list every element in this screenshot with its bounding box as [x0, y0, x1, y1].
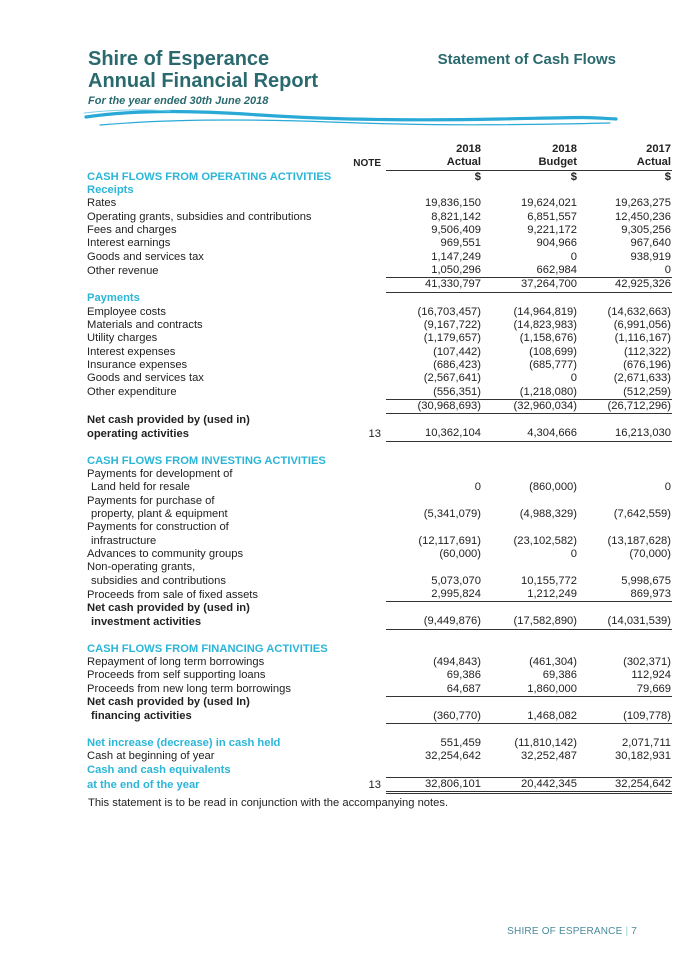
- cell-value: 32,254,642: [425, 750, 481, 763]
- row-label: Other revenue: [87, 264, 159, 277]
- cell-value: 938,919: [630, 250, 671, 263]
- report-title: Annual Financial Report: [88, 70, 319, 92]
- table-row: [87, 696, 672, 709]
- row-label: Fees and charges: [87, 224, 177, 237]
- cell-value: 19,624,021: [521, 197, 577, 210]
- cell-value: (494,843): [433, 655, 481, 668]
- cell-value: (302,371): [623, 655, 671, 668]
- note-ref: 13: [368, 779, 381, 792]
- cell-value: (2,671,633): [613, 372, 671, 385]
- cell-value: 5,998,675: [621, 574, 671, 587]
- cell-value: (14,031,539): [578, 615, 672, 629]
- row-label: infrastructure: [91, 534, 157, 547]
- row-label: Proceeds from new long term borrowings: [87, 683, 291, 696]
- currency-label: $: [386, 170, 482, 184]
- row-label: Insurance expenses: [87, 359, 188, 371]
- cell-value: 0: [570, 250, 577, 263]
- cell-value: (12,117,691): [418, 534, 481, 547]
- cell-value: 6,851,557: [527, 210, 577, 223]
- cell-value: 869,973: [578, 588, 672, 602]
- cell-value: (860,000): [529, 481, 577, 494]
- col1-label: Actual: [446, 156, 481, 169]
- cell-value: (9,449,876): [386, 615, 482, 629]
- financing-net-row: [87, 710, 672, 724]
- row-label: Other expenditure: [87, 386, 177, 399]
- page-number: 7: [631, 926, 637, 937]
- cell-value: (13,187,628): [607, 534, 671, 547]
- cell-value: (14,964,819): [513, 305, 577, 318]
- cell-value: (109,778): [578, 710, 672, 724]
- cell-value: 20,442,345: [482, 777, 578, 792]
- table-row: [87, 346, 672, 359]
- cell-value: (23,102,582): [513, 534, 577, 547]
- cell-value: (1,179,657): [423, 332, 481, 345]
- cell-value: (556,351): [386, 386, 482, 400]
- cell-value: 0: [474, 481, 481, 494]
- table-row: [87, 575, 672, 588]
- cell-value: (5,341,079): [423, 507, 481, 520]
- cell-value: (14,632,663): [607, 305, 671, 318]
- note-column-header: NOTE: [353, 157, 381, 169]
- cell-value: (108,699): [529, 345, 577, 358]
- row-label: Utility charges: [87, 332, 158, 345]
- column-label-row: [87, 156, 672, 170]
- cell-value: (6,991,056): [613, 318, 671, 331]
- header-wave-decoration: [80, 105, 620, 131]
- cell-value: 32,254,642: [578, 777, 672, 792]
- row-label: at the end of the year: [87, 779, 200, 792]
- cell-value: (32,960,034): [482, 400, 578, 414]
- cell-value: (60,000): [439, 547, 481, 560]
- closing-cash-row: [87, 777, 672, 792]
- cell-value: (2,567,641): [423, 372, 481, 385]
- row-label: investment activities: [91, 615, 202, 628]
- cell-value: 112,924: [631, 669, 671, 682]
- table-row: [87, 548, 672, 561]
- cell-value: (14,823,983): [513, 318, 577, 331]
- cell-value: 1,050,296: [386, 264, 482, 278]
- cell-value: (461,304): [529, 655, 577, 668]
- cell-value: 19,836,150: [425, 197, 481, 210]
- table-row: [87, 386, 672, 400]
- cell-value: 662,984: [482, 264, 578, 278]
- cell-value: 0: [664, 481, 671, 494]
- cell-value: 79,669: [578, 683, 672, 697]
- cell-value: (9,167,722): [423, 318, 481, 331]
- currency-label: $: [578, 170, 672, 184]
- investing-section-header: [87, 455, 672, 468]
- cell-value: 967,640: [630, 237, 671, 250]
- table-row: [87, 656, 672, 669]
- table-row: [87, 332, 672, 345]
- cell-value: 32,806,101: [386, 777, 482, 792]
- notes-disclaimer: This statement is to be read in conjunction with the accompanying notes.: [88, 797, 449, 809]
- cell-value: 551,459: [440, 737, 481, 750]
- cell-value: 41,330,797: [386, 278, 482, 292]
- row-label: Net cash provided by (used In): [87, 696, 250, 709]
- col2-year: 2018: [552, 143, 577, 155]
- table-row: [87, 264, 672, 278]
- cell-value: 904,966: [536, 237, 577, 250]
- cell-value: (17,582,890): [482, 615, 578, 629]
- cell-value: 1,147,249: [431, 250, 481, 263]
- page-footer: [507, 926, 637, 937]
- cell-value: (676,196): [623, 359, 671, 371]
- col1-year: 2018: [456, 143, 481, 155]
- payments-total-row: [87, 400, 672, 414]
- table-row: [87, 588, 672, 602]
- cell-value: (1,218,080): [482, 386, 578, 400]
- row-label: property, plant & equipment: [91, 507, 228, 520]
- cell-value: 42,925,326: [578, 278, 672, 292]
- row-label: Payments for development of: [87, 467, 233, 480]
- table-row: [87, 521, 672, 534]
- row-label: Non-operating grants,: [87, 561, 196, 574]
- cell-value: 0: [578, 264, 672, 278]
- report-period: For the year ended 30th June 2018: [88, 95, 269, 107]
- table-row: [87, 561, 672, 574]
- row-label: Interest earnings: [87, 237, 171, 250]
- cell-value: (685,777): [529, 359, 577, 371]
- cell-value: (686,423): [433, 359, 481, 371]
- cell-value: 9,506,409: [431, 224, 481, 237]
- table-row: [87, 535, 672, 548]
- cell-value: 8,821,142: [431, 210, 481, 223]
- row-label: operating activities: [87, 427, 189, 440]
- payments-header: [87, 292, 672, 305]
- row-label: Net cash provided by (used in): [87, 413, 250, 426]
- note-ref: 13: [368, 427, 381, 440]
- cell-value: (107,442): [433, 345, 481, 358]
- cell-value: 69,386: [446, 669, 481, 682]
- cell-value: (30,968,693): [386, 400, 482, 414]
- table-row: [87, 468, 672, 481]
- row-label: Operating grants, subsidies and contributions: [87, 210, 312, 223]
- cell-value: 1,468,082: [482, 710, 578, 724]
- row-label: Employee costs: [87, 305, 166, 318]
- row-label: Rates: [87, 197, 117, 210]
- cell-value: (360,770): [386, 710, 482, 724]
- table-row: [87, 481, 672, 494]
- cell-value: 10,362,104: [386, 427, 482, 441]
- cell-value: 0: [570, 547, 577, 560]
- row-label: Land held for resale: [91, 481, 190, 494]
- section-heading: CASH FLOWS FROM OPERATING ACTIVITIES: [87, 170, 332, 183]
- table-row: [87, 306, 672, 319]
- investing-net-row: [87, 615, 672, 629]
- footer-separator: |: [625, 926, 629, 937]
- table-row: [87, 750, 672, 763]
- cell-value: (70,000): [629, 547, 671, 560]
- cell-value: 16,213,030: [578, 427, 672, 441]
- row-label: Net cash provided by (used in): [87, 601, 250, 614]
- col2-label: Budget: [538, 156, 577, 169]
- row-label: Proceeds from self supporting loans: [87, 669, 266, 682]
- col3-label: Actual: [636, 156, 671, 169]
- table-row: [87, 602, 672, 615]
- row-label: Cash at beginning of year: [87, 750, 215, 763]
- net-increase-row: [87, 737, 672, 750]
- cell-value: 64,687: [386, 683, 482, 697]
- cell-value: 69,386: [542, 669, 577, 682]
- row-label: Proceeds from sale of fixed assets: [87, 588, 258, 601]
- cell-value: (26,712,296): [578, 400, 672, 414]
- row-label: subsidies and contributions: [91, 574, 226, 587]
- cell-value: 30,182,931: [615, 750, 671, 763]
- row-label: Materials and contracts: [87, 318, 203, 331]
- cash-flow-table: [87, 143, 672, 794]
- cell-value: (112,322): [623, 345, 671, 358]
- cell-value: 969,551: [440, 237, 481, 250]
- row-label: Net increase (decrease) in cash held: [87, 737, 281, 750]
- subsection-heading: Payments: [87, 292, 140, 305]
- cell-value: (512,259): [578, 386, 672, 400]
- section-heading: CASH FLOWS FROM FINANCING ACTIVITIES: [87, 642, 328, 655]
- row-label: Payments for construction of: [87, 521, 229, 534]
- receipts-total-row: [87, 278, 672, 292]
- table-row: [87, 372, 672, 385]
- cell-value: 32,252,487: [521, 750, 577, 763]
- footer-entity: SHIRE OF ESPERANCE: [507, 926, 623, 937]
- receipts-header: [87, 184, 672, 197]
- table-row: [87, 669, 672, 682]
- subsection-heading: Receipts: [87, 184, 134, 197]
- table-row: [87, 683, 672, 697]
- cell-value: 37,264,700: [482, 278, 578, 292]
- section-heading: CASH FLOWS FROM INVESTING ACTIVITIES: [87, 454, 326, 467]
- row-label: Cash and cash equivalents: [87, 763, 231, 776]
- cell-value: 12,450,236: [615, 210, 671, 223]
- cell-value: 9,221,172: [527, 224, 577, 237]
- cell-value: 1,212,249: [482, 588, 578, 602]
- table-row: [87, 197, 672, 210]
- table-row: [87, 251, 672, 264]
- cell-value: 2,071,711: [622, 737, 671, 750]
- row-label: Payments for purchase of: [87, 494, 215, 507]
- cell-value: 9,305,256: [621, 224, 671, 237]
- table-row: [87, 211, 672, 224]
- row-label: Repayment of long term borrowings: [87, 655, 265, 668]
- row-label: Interest expenses: [87, 345, 176, 358]
- cell-value: 5,073,070: [431, 574, 481, 587]
- cell-value: (11,810,142): [514, 737, 577, 750]
- financing-section-header: [87, 643, 672, 656]
- cell-value: 0: [570, 372, 577, 385]
- report-entity-title: Shire of Esperance: [88, 48, 270, 70]
- row-label: Advances to community groups: [87, 547, 244, 560]
- operating-section-header: [87, 170, 672, 184]
- table-row: [87, 508, 672, 521]
- cell-value: (16,703,457): [417, 305, 481, 318]
- col3-year: 2017: [646, 143, 671, 155]
- row-label: Goods and services tax: [87, 250, 204, 263]
- cell-value: (4,988,329): [519, 507, 577, 520]
- currency-label: $: [482, 170, 578, 184]
- table-row: [87, 319, 672, 332]
- table-row: [87, 237, 672, 250]
- statement-title: Statement of Cash Flows: [437, 51, 616, 68]
- cell-value: 19,263,275: [615, 197, 671, 210]
- cell-value: 10,155,772: [521, 574, 577, 587]
- table-row: [87, 764, 672, 777]
- table-row: [87, 495, 672, 508]
- cell-value: (1,116,167): [614, 332, 671, 345]
- cell-value: 1,860,000: [482, 683, 578, 697]
- row-label: Goods and services tax: [87, 372, 204, 385]
- row-label: financing activities: [91, 710, 192, 723]
- operating-net-row: [87, 427, 672, 441]
- table-row: [87, 414, 672, 427]
- cell-value: 4,304,666: [482, 427, 578, 441]
- cell-value: 2,995,824: [386, 588, 482, 602]
- cell-value: (7,642,559): [613, 507, 671, 520]
- table-row: [87, 224, 672, 237]
- column-year-row: [87, 143, 672, 156]
- table-row: [87, 359, 672, 372]
- cell-value: (1,158,676): [519, 332, 577, 345]
